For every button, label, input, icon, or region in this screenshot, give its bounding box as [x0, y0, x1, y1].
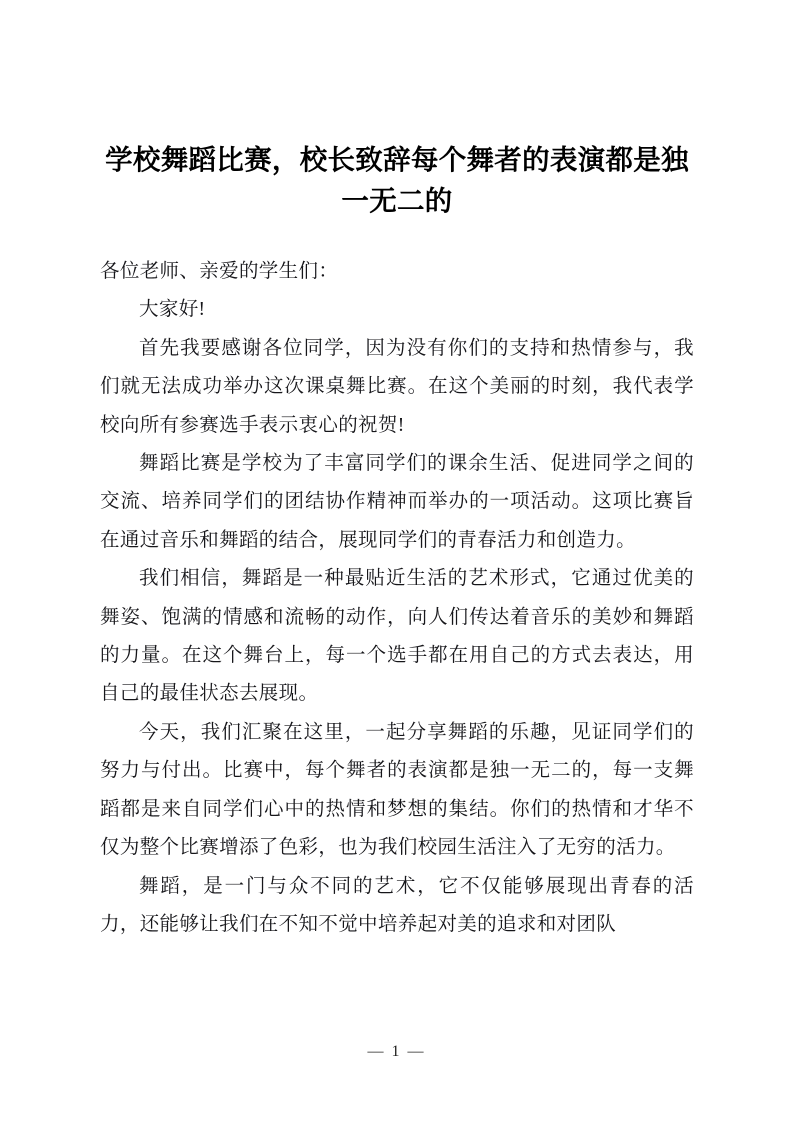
paragraph-thanks: 首先我要感谢各位同学，因为没有你们的支持和热情参与，我们就无法成功举办这次课桌舞比赛。在这个美丽的时刻，我代表学校向所有参赛选手表示衷心的祝贺! [100, 337, 694, 436]
document-body [100, 222, 694, 944]
paragraph-salutation: 各位老师、亲爱的学生们： [100, 261, 339, 282]
paragraph-belief: 我们相信，舞蹈是一种最贴近生活的艺术形式，它通过优美的舞姿、饱满的情感和流畅的动作，向人们传达着音乐的美妙和舞蹈的力量。在这个舞台上，每一个选手都在用自己的方式去表达，用自己的最佳状态去展现。 [100, 568, 694, 705]
paragraph-purpose: 舞蹈比赛是学校为了丰富同学们的课余生活、促进同学之间的交流、培养同学们的团结协作精神而举办的一项活动。这项比赛旨在通过音乐和舞蹈的结合，展现同学们的青春活力和创造力。 [100, 453, 694, 551]
paragraph-today: 今天，我们汇聚在这里，一起分享舞蹈的乐趣，见证同学们的努力与付出。比赛中，每个舞者的表演都是独一无二的，每一支舞蹈都是来自同学们心中的热情和梦想的集结。你们的热情和才华不仅为整个比赛增添了色彩，也为我们校园生活注入了无穷的活力。 [100, 721, 694, 859]
page-title: 学校舞蹈比赛，校长致辞每个舞者的表演都是独一无二的 [105, 144, 689, 217]
paragraph-art: 舞蹈，是一门与众不同的艺术，它不仅能够展现出青春的活力，还能够让我们在不知不觉中培养起对美的追求和对团队 [100, 875, 694, 935]
page-content [100, 0, 694, 944]
page-number-footer: — 1 — [367, 1043, 426, 1060]
paragraph-greeting: 大家好! [139, 299, 206, 321]
